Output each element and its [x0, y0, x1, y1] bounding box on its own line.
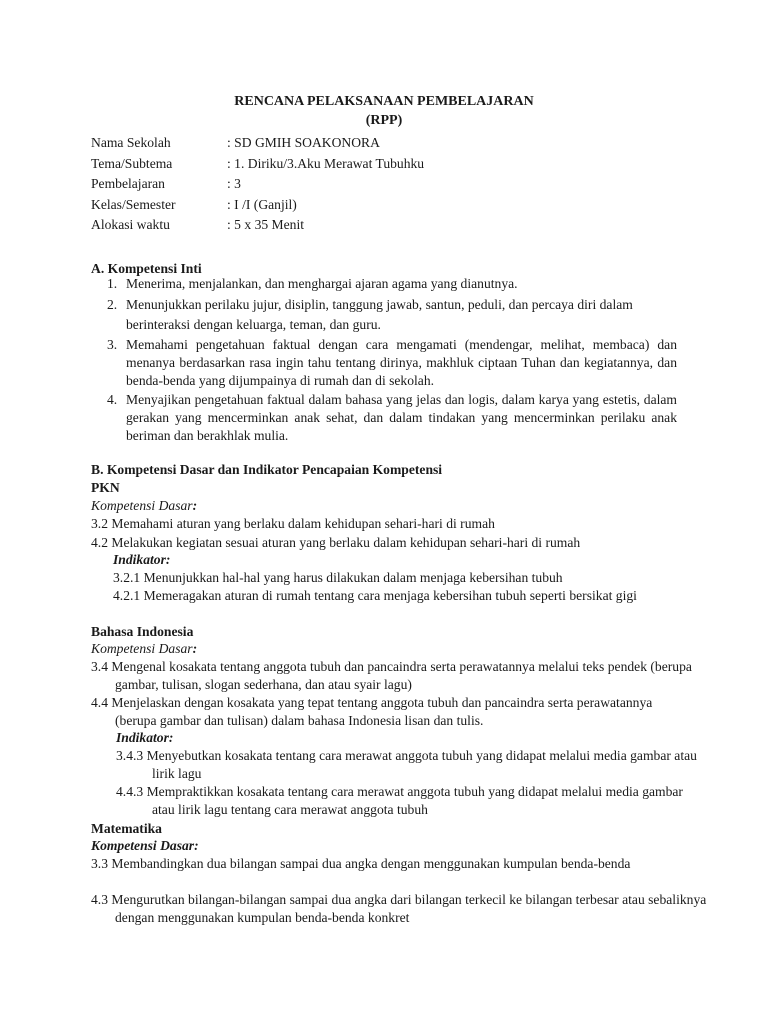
list-item — [107, 295, 677, 335]
identity-value: : I /I (Ganjil) — [227, 196, 297, 212]
kd-item: 3.4 Mengenal kosakata tentang anggota tubuh dan pancaindra serta perawatannya melalui teks pendek (berupa gambar, tulisan, slogan sederhana, dan atau syair lagu) — [91, 659, 692, 692]
identity-label: Tema/Subtema — [91, 155, 173, 171]
document-subtitle: (RPP) — [365, 113, 403, 128]
list-item — [107, 336, 677, 390]
list-number: 4. — [107, 392, 118, 407]
kd-item: 4.4 Menjelaskan dengan kosakata yang tepat tentang anggota tubuh dan pancaindra serta perawatannya (berupa gambar dan tulisan) dalam bahasa Indonesia lisan dan tulis. — [91, 695, 653, 728]
identity-row — [91, 216, 424, 237]
subject-bahasa-indonesia: Bahasa Indonesia — [91, 624, 194, 639]
indikator-label-pkn: Indikator: — [113, 552, 171, 567]
identity-value: : 1. Diriku/3.Aku Merawat Tubuhku — [227, 155, 425, 171]
kd-item: 3.3 Membandingkan dua bilangan sampai dua angka dengan menggunakan kumpulan benda-benda — [91, 856, 631, 871]
document-title: RENCANA PELAKSANAAN PEMBELAJARAN — [234, 94, 534, 109]
indikator-item: 3.4.3 Menyebutkan kosakata tentang cara merawat anggota tubuh yang didapat melalui media gambar atau lirik lagu — [116, 748, 697, 781]
kd-label-mtk: Kompetensi Dasar: — [91, 838, 199, 853]
indikator-label-bindo: Indikator: — [116, 730, 174, 745]
subject-pkn: PKN — [91, 480, 120, 495]
kd-item: 4.2 Melakukan kegiatan sesuai aturan yang berlaku dalam kehidupan sehari-hari di rumah — [91, 535, 581, 550]
identity-row — [91, 196, 424, 217]
identity-row — [91, 155, 424, 176]
list-text: Menerima, menjalankan, dan menghargai ajaran agama yang dianutnya. — [126, 276, 518, 291]
kd-item: 4.3 Mengurutkan bilangan-bilangan sampai dua angka dari bilangan terkecil ke bilangan terbesar atau sebaliknya dengan menggunakan kumpulan benda-benda konkret — [91, 892, 707, 925]
section-a-heading: A. Kompetensi Inti — [91, 261, 202, 276]
list-text: Menunjukkan perilaku jujur, disiplin, tanggung jawab, santun, peduli, dan percaya diri dalam berinteraksi dengan keluarga, teman, dan guru. — [126, 297, 633, 332]
subject-matematika: Matematika — [91, 821, 162, 836]
list-item — [107, 275, 677, 293]
list-item — [107, 391, 677, 445]
kompetensi-inti-list — [107, 275, 677, 445]
indikator-item: 3.2.1 Menunjukkan hal-hal yang harus dilakukan dalam menjaga kebersihan tubuh — [113, 570, 563, 585]
kd-label-bindo: Kompetensi Dasar: — [91, 641, 198, 656]
identity-label: Pembelajaran — [91, 176, 165, 191]
identity-value: : 5 x 35 Menit — [227, 217, 305, 232]
identity-row — [91, 175, 424, 196]
list-number: 1. — [107, 276, 118, 291]
identity-label: Kelas/Semester — [91, 196, 176, 212]
list-text: Memahami pengetahuan faktual dengan cara mengamati (mendengar, melihat, membaca) dan menanya berdasarkan rasa ingin tahu tentang dirinya, makhluk ciptaan Tuhan dan kegiatannya, dan benda-benda yang dijumpainya di rumah dan di sekolah. — [126, 337, 677, 388]
kd-item: 3.2 Memahami aturan yang berlaku dalam kehidupan sehari-hari di rumah — [91, 516, 495, 531]
indikator-item: 4.4.3 Mempraktikkan kosakata tentang cara merawat anggota tubuh yang didapat melalui media gambar atau lirik lagu tentang cara merawat anggota tubuh — [116, 784, 683, 817]
list-text: Menyajikan pengetahuan faktual dalam bahasa yang jelas dan logis, dalam karya yang estetis, dalam gerakan yang mencerminkan anak sehat, dan dalam tindakan yang mencerminkan perilaku anak beriman dan berakhlak mulia. — [126, 392, 677, 443]
identity-table — [91, 134, 424, 237]
identity-value: : SD GMIH SOAKONORA — [227, 135, 380, 150]
list-number: 3. — [107, 337, 118, 352]
identity-row — [91, 134, 424, 155]
indikator-item: 4.2.1 Memeragakan aturan di rumah tentang cara menjaga kebersihan tubuh seperti bersikat gigi — [113, 588, 637, 603]
identity-label: Alokasi waktu — [91, 217, 170, 232]
identity-value: : 3 — [227, 176, 241, 191]
list-number: 2. — [107, 297, 118, 312]
kd-label-pkn: Kompetensi Dasar: — [91, 498, 198, 513]
section-b-heading: B. Kompetensi Dasar dan Indikator Pencapaian Kompetensi — [91, 462, 443, 477]
identity-label: Nama Sekolah — [91, 135, 171, 150]
